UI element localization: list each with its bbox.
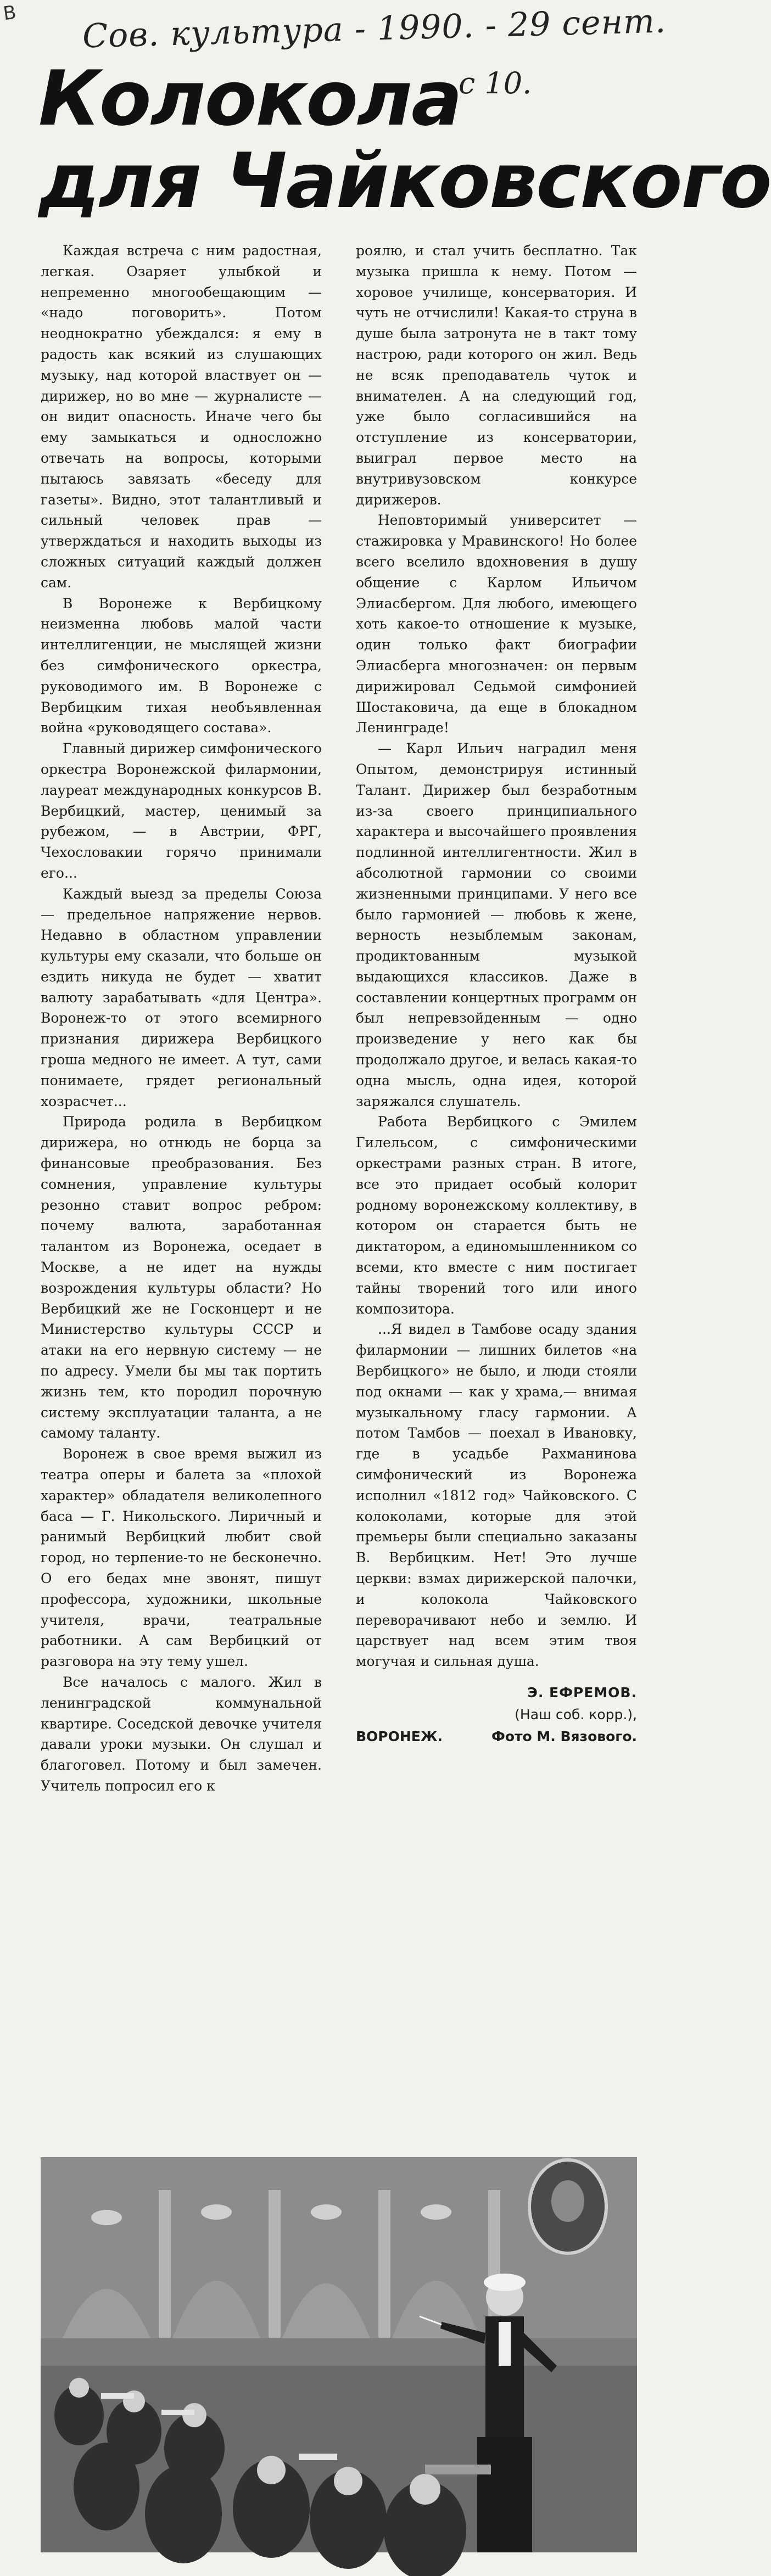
paragraph-4: Каждый выезд за пределы Союза — предельное напряжение нервов. Недавно в областном управлении культуры ему сказали, что больше он ездить никуда не будет — хватит валюту зарабатывать «для Центра». Воронеж-то от этого всемирного признания дирижера Вербицкого гроша медного не имеет. А тут, сами понимаете, грядет региональный хозрасчет... (41, 885, 322, 1109)
margin-mark: В (2, 1, 18, 25)
paragraph-5: Природа родила в Вербицком дирижера, но отнюдь не борца за финансовые преобразования. Без сомнения, управление культуры резонно ставит вопрос ребром: почему валюта, заработанная талантом из Воронежа, оседает в Москве, а не идет на нужды возрождения культуры области? Но Вербицкий же не Госконцерт и не Министерство культуры СССР и атаки на его нервную систему — не по адресу. Умели бы мы так портить жизнь тем, кто породил порочную систему эксплуатации таланта, а не самому таланту. (41, 1114, 322, 1441)
paragraph-11: ...Я видел в Тамбове осаду здания филармонии — лишних билетов «на Вербицкого» не было, и люди стояли под окнами — как у храма,— внимая музыкальному гласу гармонии. А потом Тамбов — поехал в Ивановку, где в усадьбе Рахманинова симфонический из Воронежа исполнил «1812 год» Чайковского. С колоколами, которые для этой премьеры были специально заказаны В. Вербицким. Нет! Это лучше церкви: взмах дирижерской палочки, и колокола Чайковского переворачивают небо и землю. И царствует над всем этим твоя могучая и сильная душа. (356, 1321, 637, 1670)
byline-affiliation: (Наш соб. корр.), (515, 1706, 637, 1722)
paragraph-7-start: Все началось с малого. Жил в ленинградской коммунальной квартире. Соседской девочке учителя давали уроки музыки. Он слушал и благоговел. Потому и был замечен. Учитель попросил его к (41, 1674, 322, 1794)
byline-city-row (356, 1726, 637, 1748)
paragraph-8: Неповторимый университет — стажировка у Мравинского! Но более всего вселило вдохновения в душу общение с Карлом Ильичом Элиасбергом. Для любого, имеющего хоть какое-то отношение к музыке, один только факт биографии Элиасберга многозначен: он первым дирижировал Седьмой симфонией Шостаковича, да еще в блокадном Ленинграде! (356, 512, 637, 736)
paragraph-7-continued: роялю, и стал учить бесплатно. Так музыка пришла к нему. Потом — хоровое училище, консерватория. И чуть не отчислили! Какая-то струна в душе была затронута не в такт тому настрою, ради которого он жил. Ведь не всяк преподаватель чуток и внимателен. А на следующий год, уже было согласившийся на отступление из консерватории, выиграл первое место на внутривузовском конкурсе дирижеров. (356, 243, 637, 508)
handwritten-page-note: с 10. (459, 66, 532, 100)
paragraph-2: В Воронеже к Вербицкому неизменна любовь малой части интеллигенции, не мыслящей жизни без симфонического оркестра, руководимого им. В Воронеже с Вербицким тихая необъявленная война «руководящего состава». (41, 595, 322, 736)
byline-city: ВОРОНЕЖ. (356, 1728, 443, 1744)
column-left (41, 240, 322, 2145)
paragraph-1: Каждая встреча с ним радостная, легкая. Озаряет улыбкой и непременно многообещающим — «надо поговорить». Потом неоднократно убеждался: я ему в радость как всякий из слушающих музыку, над которой властвует он — дирижер, но во мне — журналисте — он видит опасность. Иначе чего бы ему замыкаться и односложно отвечать на вопросы, которыми пытаюсь завязать «беседу для газеты». Видно, этот талантливый и сильный человек прав — утверждаться и находить выходы из сложных ситуаций каждый должен сам. (41, 243, 322, 591)
paragraph-9: — Карл Ильич наградил меня Опытом, демонстрируя истинный Талант. Дирижер был безработным из-за своего принципиального характера и высочайшего проявления подлинной интеллигентности. Жил в абсолютной гармонии со своими жизненными принципами. У него все было гармонией — любовь к жене, верность незыблемым законам, продиктованным музыкой выдающихся классиков. Даже в составлении концертных программ он был непревзойденным — одно произведение у него как бы продолжало другое, и велась какая-то одна мысль, одна идея, которой заряжался слушатель. (356, 740, 637, 1109)
byline (356, 1682, 637, 1748)
concert-photo (41, 2157, 637, 2552)
paragraph-10: Работа Вербицкого с Эмилем Гилельсом, с симфоническими оркестрами разных стран. В итоге, все это придает особый колорит родному воронежскому коллективу, в котором он старается быть не диктатором, а единомышленником со всеми, кто вместе с ним постигает тайны творений того или иного композитора. (356, 1114, 637, 1317)
article-body (41, 240, 637, 2145)
handwritten-source-note: Сов. культура - 1990. - 29 сент. (82, 2, 667, 56)
column-right (356, 240, 637, 2145)
paragraph-3: Главный дирижер симфонического оркестра Воронежской филармонии, лауреат международных конкурсов В. Вербицкий, мастер, ценимый за рубежом, — в Австрии, ФРГ, Чехословакии горячо принимали его... (41, 740, 322, 881)
paragraph-6: Воронеж в свое время выжил из театра оперы и балета за «плохой характер» обладателя великолепного баса — Г. Никольского. Лиричный и ранимый Вербицкий любит свой город, но терпение-то не бесконечно. О его бедах мне звонят, пишут профессора, художники, школьные учителя, врачи, театральные работники. А сам Вербицкий от разговора на эту тему ушел. (41, 1446, 322, 1670)
byline-author: Э. ЕФРЕМОВ. (527, 1684, 637, 1701)
headline-line-2: для Чайковского (38, 137, 771, 225)
photo-credit: Фото М. Вязового. (491, 1728, 637, 1744)
headline (38, 54, 771, 225)
concert-photo-illustration (41, 2157, 637, 2552)
headline-line-1: Колокола (38, 54, 462, 143)
